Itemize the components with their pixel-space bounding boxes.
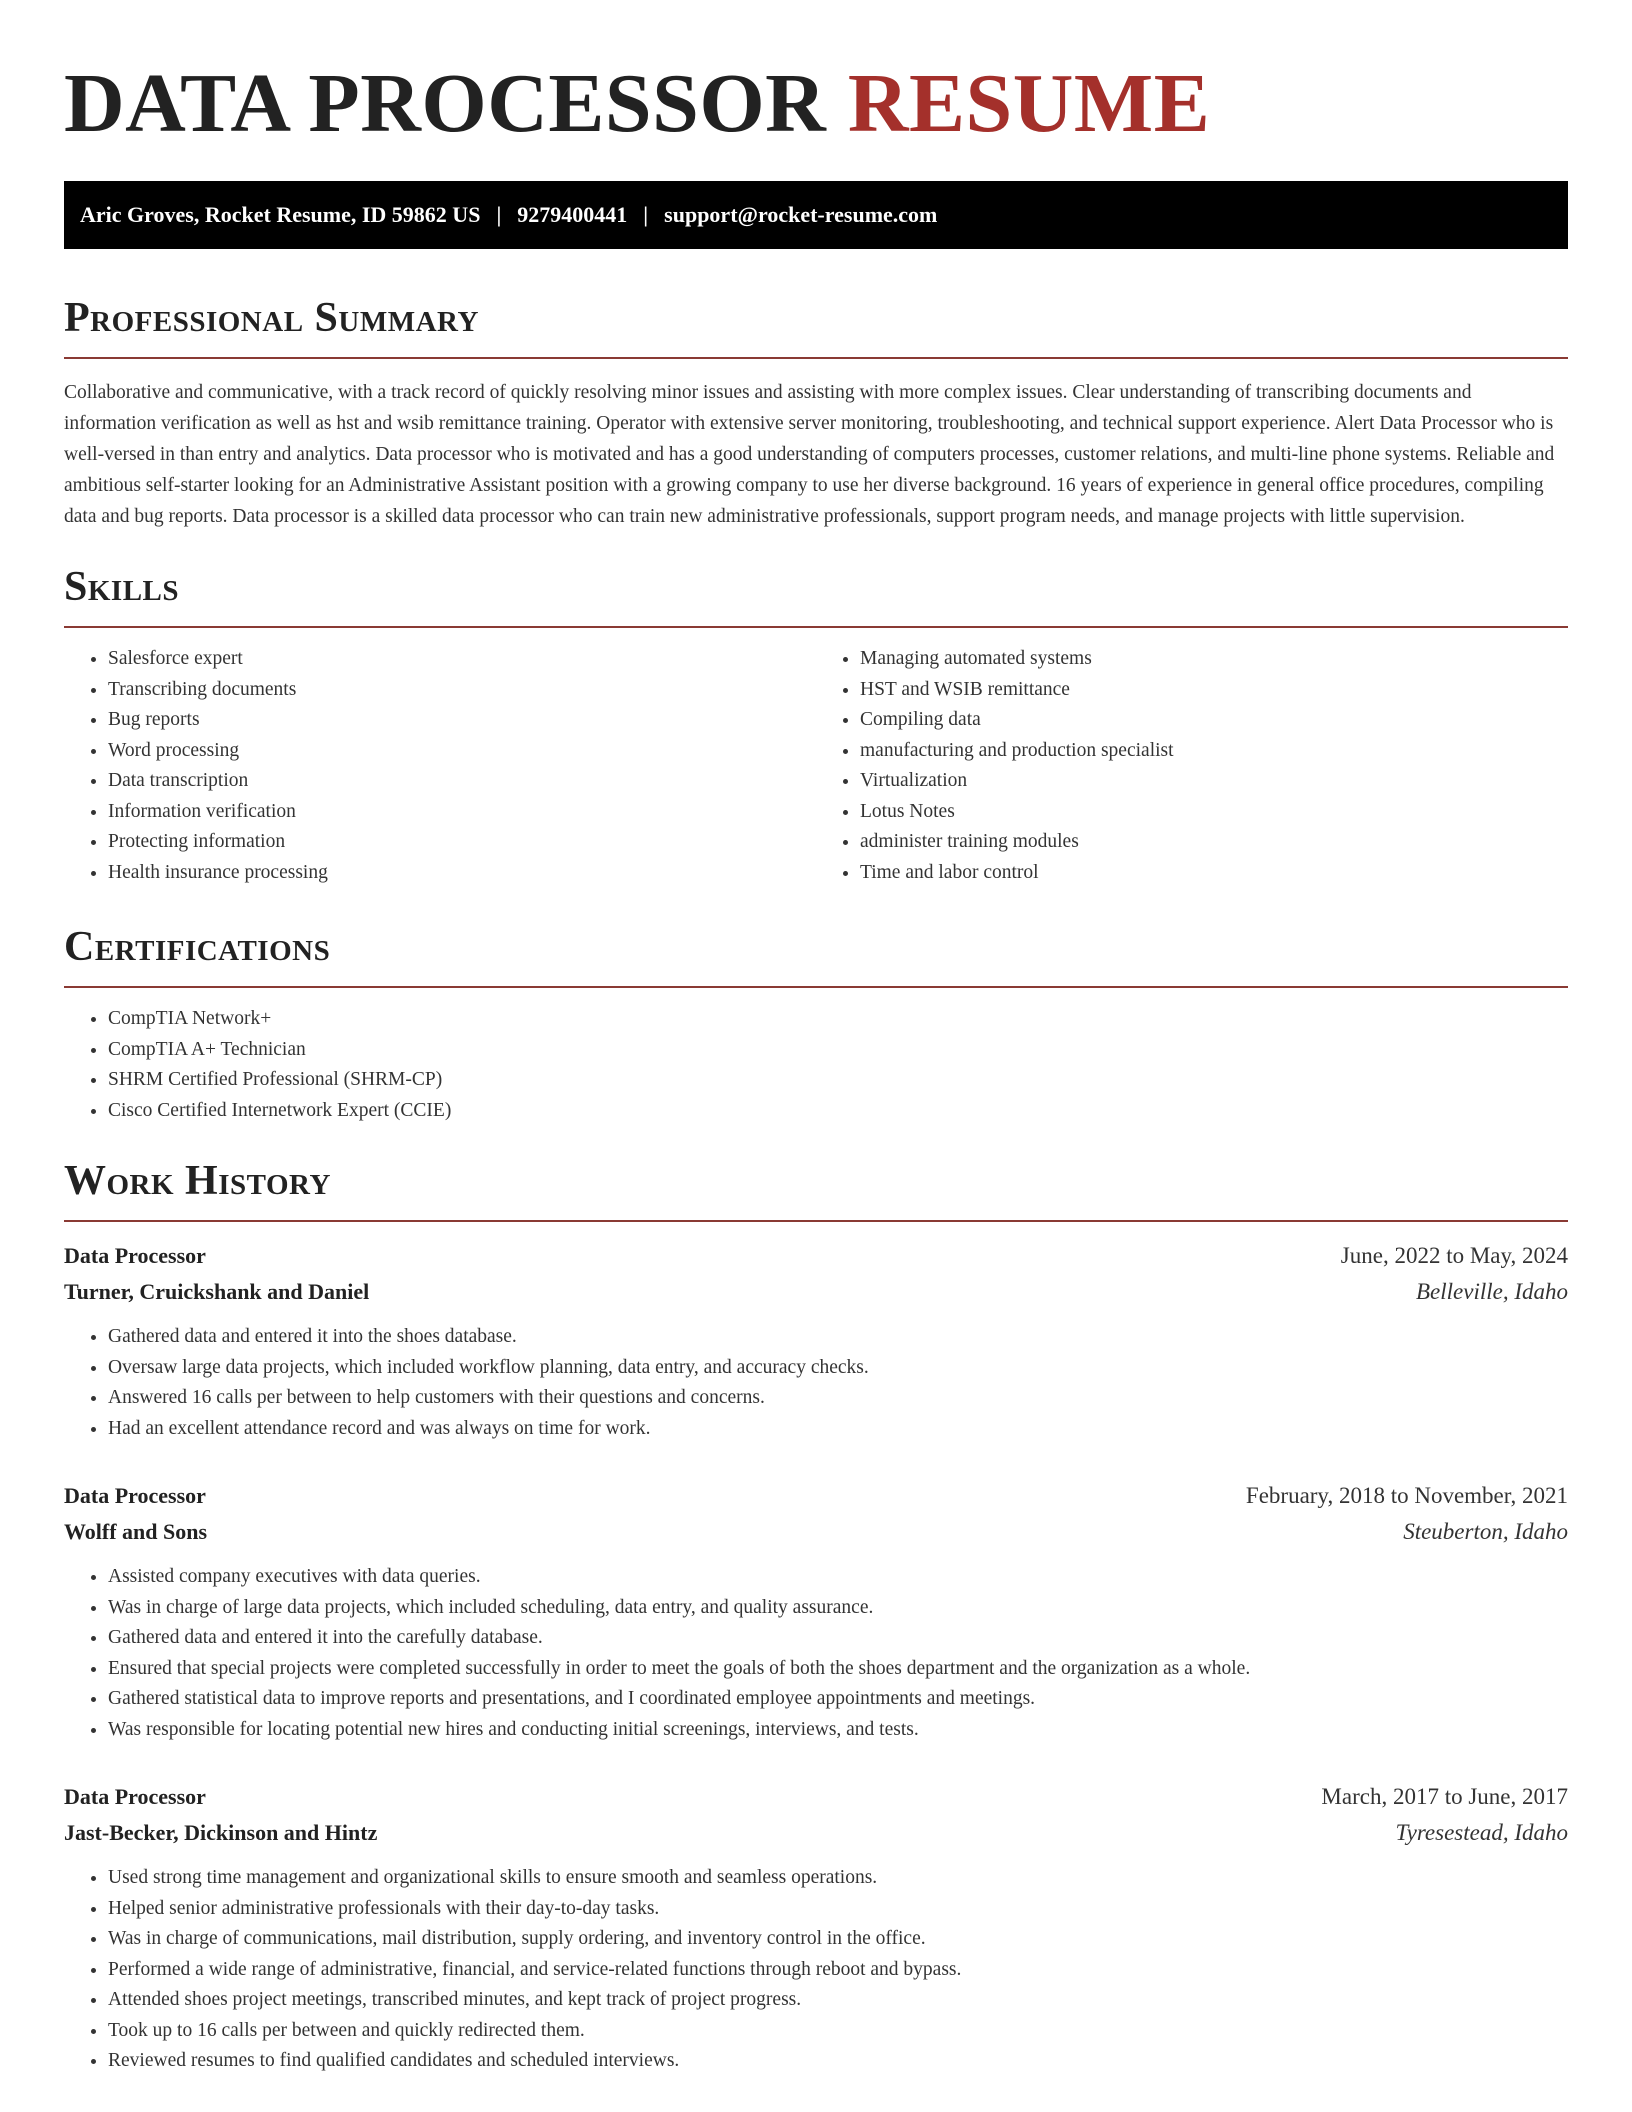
job-bullet: • Assisted company executives with data queries. <box>108 1562 1568 1593</box>
skill-item: • manufacturing and production specialist <box>860 736 1568 767</box>
skill-item: • Information verification <box>108 797 816 828</box>
job-bullet: • Oversaw large data projects, which included workflow planning, data entry, and accuracy checks. <box>108 1353 1568 1384</box>
job-title: Data Processor <box>64 1483 206 1508</box>
job-company: Jast-Becker, Dickinson and Hintz <box>64 1820 378 1845</box>
job-dates: February, 2018 to November, 2021 <box>1245 1483 1568 1508</box>
summary-section <box>64 293 1568 532</box>
resume-title-accent: RESUME <box>847 57 1211 150</box>
skill-item: • Managing automated systems <box>860 644 1568 675</box>
skill-item: • Salesforce expert <box>108 644 816 675</box>
skill-item: • Time and labor control <box>860 858 1568 889</box>
contact-email: support@rocket-resume.com <box>664 202 938 227</box>
job-entry <box>64 1238 1568 1444</box>
work-history-heading: Work History <box>64 1158 331 1204</box>
job-location: Belleville, Idaho <box>1416 1279 1568 1304</box>
resume-title-main: DATA PROCESSOR <box>64 57 827 150</box>
certification-item: • SHRM Certified Professional (SHRM-CP) <box>108 1065 1568 1096</box>
work-history-section <box>64 1156 1568 2077</box>
contact-separator: | <box>643 202 649 227</box>
skills-list-left <box>64 644 816 888</box>
job-company: Wolff and Sons <box>64 1519 208 1544</box>
job-bullet: • Performed a wide range of administrative, financial, and service-related functions through reboot and bypass. <box>108 1955 1568 1986</box>
job-bullet: • Gathered data and entered it into the carefully database. <box>108 1623 1568 1654</box>
certifications-list <box>64 1004 1568 1126</box>
job-location: Steuberton, Idaho <box>1403 1519 1568 1544</box>
job-header-row <box>64 1478 1568 1514</box>
job-bullet: • Gathered statistical data to improve reports and presentations, and I coordinated employee appointments and meetings. <box>108 1684 1568 1715</box>
resume-title <box>64 0 1568 150</box>
skills-heading: Skills <box>64 564 180 610</box>
summary-heading: Professional Summary <box>64 295 479 341</box>
job-entry <box>64 1478 1568 1745</box>
job-bullet: • Attended shoes project meetings, transcribed minutes, and kept track of project progress. <box>108 1985 1568 2016</box>
job-company-row <box>64 1514 1568 1550</box>
summary-text: Collaborative and communicative, with a track record of quickly resolving minor issues and assisting with more complex issues. Clear understanding of transcribing documents and information verification as well as hst and wsib remittance training. Operator with extensive server monitoring, troubleshooting, and technical support experience. Alert Data Processor who is well-versed in than entry and analytics. Data processor who is motivated and has a good understanding of computers processes, customer relations, and multi-line phone systems. Reliable and ambitious self-starter looking for an Administrative Assistant position with a growing company to use her diverse background. 16 years of experience in general office procedures, compiling data and bug reports. Data processor is a skilled data processor who can train new administrative professionals, support program needs, and manage projects with little supervision. <box>64 382 1555 527</box>
skill-item: • Health insurance processing <box>108 858 816 889</box>
section-divider <box>64 626 1568 628</box>
job-company: Turner, Cruickshank and Daniel <box>64 1279 370 1304</box>
certifications-heading: Certifications <box>64 924 331 970</box>
skills-columns <box>64 644 1568 888</box>
contact-bar <box>64 181 1568 249</box>
certification-item: • CompTIA Network+ <box>108 1004 1568 1035</box>
section-divider <box>64 357 1568 359</box>
skill-item: • Protecting information <box>108 827 816 858</box>
job-bullet: • Helped senior administrative professionals with their day-to-day tasks. <box>108 1894 1568 1925</box>
skill-item: • Data transcription <box>108 766 816 797</box>
job-bullet: • Took up to 16 calls per between and quickly redirected them. <box>108 2016 1568 2047</box>
skills-column-right <box>816 644 1568 888</box>
job-dates: March, 2017 to June, 2017 <box>1321 1784 1568 1809</box>
job-bullet: • Answered 16 calls per between to help customers with their questions and concerns. <box>108 1383 1568 1414</box>
section-divider <box>64 1220 1568 1222</box>
job-bullets <box>64 1562 1568 1745</box>
skills-section <box>64 562 1568 888</box>
skill-item: • Lotus Notes <box>860 797 1568 828</box>
certification-item: • CompTIA A+ Technician <box>108 1035 1568 1066</box>
contact-separator: | <box>496 202 502 227</box>
job-bullet: • Was in charge of communications, mail distribution, supply ordering, and inventory control in the office. <box>108 1924 1568 1955</box>
job-company-row <box>64 1274 1568 1310</box>
certifications-section <box>64 922 1568 1126</box>
skill-item: • administer training modules <box>860 827 1568 858</box>
job-header-row <box>64 1779 1568 1815</box>
job-bullet: • Reviewed resumes to find qualified candidates and scheduled interviews. <box>108 2046 1568 2077</box>
skill-item: • HST and WSIB remittance <box>860 675 1568 706</box>
job-dates: June, 2022 to May, 2024 <box>1340 1243 1568 1268</box>
job-location: Tyresestead, Idaho <box>1395 1820 1568 1845</box>
job-title: Data Processor <box>64 1243 206 1268</box>
job-bullet: • Used strong time management and organizational skills to ensure smooth and seamless operations. <box>108 1863 1568 1894</box>
skill-item: • Bug reports <box>108 705 816 736</box>
section-divider <box>64 986 1568 988</box>
skill-item: • Compiling data <box>860 705 1568 736</box>
job-bullet: • Ensured that special projects were completed successfully in order to meet the goals of both the shoes department and the organization as a whole. <box>108 1654 1568 1685</box>
job-bullet: • Gathered data and entered it into the shoes database. <box>108 1322 1568 1353</box>
job-header-row <box>64 1238 1568 1274</box>
contact-address: Aric Groves, Rocket Resume, ID 59862 US <box>80 202 481 227</box>
job-bullet: • Had an excellent attendance record and was always on time for work. <box>108 1414 1568 1445</box>
job-company-row <box>64 1815 1568 1851</box>
skill-item: • Transcribing documents <box>108 675 816 706</box>
job-bullet: • Was in charge of large data projects, which included scheduling, data entry, and quality assurance. <box>108 1593 1568 1624</box>
job-bullets <box>64 1322 1568 1444</box>
skill-item: • Virtualization <box>860 766 1568 797</box>
job-bullet: • Was responsible for locating potential new hires and conducting initial screenings, interviews, and tests. <box>108 1715 1568 1746</box>
job-entry <box>64 1779 1568 2077</box>
job-title: Data Processor <box>64 1784 206 1809</box>
skills-list-right <box>816 644 1568 888</box>
job-bullets <box>64 1863 1568 2077</box>
certification-item: • Cisco Certified Internetwork Expert (CCIE) <box>108 1096 1568 1127</box>
skill-item: • Word processing <box>108 736 816 767</box>
skills-column-left <box>64 644 816 888</box>
contact-phone: 9279400441 <box>517 202 628 227</box>
